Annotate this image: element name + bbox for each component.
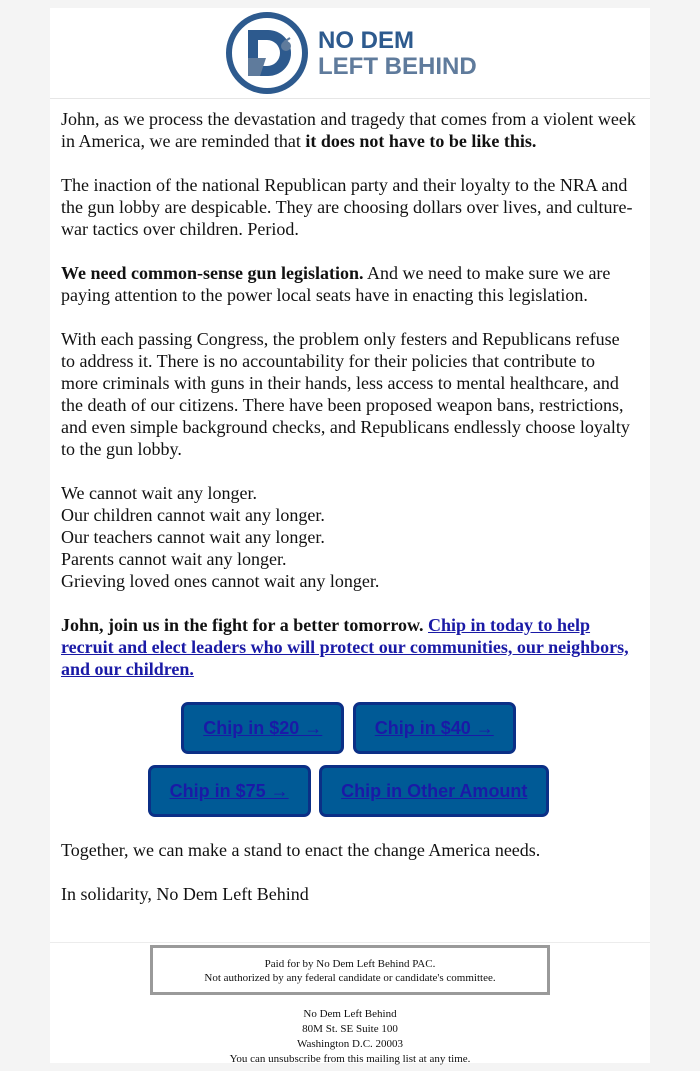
not-authorized-text: Not authorized by any federal candidate or candidate's committee. (204, 972, 496, 984)
wait-line: We cannot wait any longer. (61, 483, 257, 503)
wait-line: Our teachers cannot wait any longer. (61, 527, 325, 547)
paragraph-inaction: The inaction of the national Republican party and their loyalty to the NRA and the gun lobby are despicable. They are choosing dollars over lives, and culture-war tactics over children. Period. (61, 175, 633, 239)
mailing-address (50, 1007, 650, 1067)
chip-in-75-button[interactable]: Chip in $75 → (148, 765, 311, 817)
legislation-text: And we need to make sure we are paying attention to the power local seats have in enacting this legislation. (61, 263, 611, 305)
city-address: Washington D.C. 20003 (296, 1038, 404, 1050)
wait-line: Grieving loved ones cannot wait any longer. (61, 571, 380, 591)
logo[interactable] (226, 12, 486, 98)
paragraph-closing: Together, we can make a stand to enact the change America needs. (61, 840, 541, 860)
cta-emphasis: John, join us in the fight for a better tomorrow. (61, 615, 424, 635)
paragraph-cta (61, 614, 636, 680)
chip-in-other-amount-button[interactable]: Chip in Other Amount (319, 765, 549, 817)
legislation-emphasis: We need common-sense gun legislation. (61, 263, 364, 283)
wait-line: Our children cannot wait any longer. (61, 505, 325, 525)
wait-lines (61, 482, 636, 592)
donation-buttons-row-1 (61, 702, 636, 754)
chip-in-40-button[interactable]: Chip in $40 → (353, 702, 516, 754)
paragraph-legislation (61, 262, 636, 306)
org-name: No Dem Left Behind (303, 1008, 397, 1020)
email-card (50, 8, 650, 1063)
intro-text: John, as we process the devastation and tragedy that comes from a violent week in America, we are reminded that (61, 109, 636, 151)
chip-in-20-button[interactable]: Chip in $20 → (181, 702, 344, 754)
intro-emphasis: it does not have to be like this. (305, 131, 537, 151)
paid-for-text: Paid for by No Dem Left Behind PAC. (264, 958, 436, 970)
email-header (50, 8, 650, 99)
signoff: In solidarity, No Dem Left Behind (61, 884, 309, 904)
logo-line-2: LEFT BEHIND (318, 53, 477, 80)
paragraph-intro (61, 108, 636, 152)
email-body (61, 108, 636, 927)
wait-line: Parents cannot wait any longer. (61, 549, 287, 569)
email-background (8, 8, 692, 1063)
street-address: 80M St. SE Suite 100 (302, 1023, 398, 1035)
logo-d-icon (226, 12, 308, 94)
chip-in-link[interactable]: Chip in today to help recruit and elect leaders who will protect our communities, our neighbors, and our children. (61, 615, 629, 679)
paragraph-congress: With each passing Congress, the problem only festers and Republicans refuse to address it. There is no accountability for their policies that contribute to more criminals with guns in their hands, less access to mental healthcare, and the death of our citizens. There have been proposed weapon bans, restrictions, and even simple background checks, and Republicans endlessly choose loyalty to the gun lobby. (61, 329, 630, 459)
email-footer (50, 942, 650, 1064)
unsubscribe-text[interactable]: You can unsubscribe from this mailing list at any time. (229, 1053, 471, 1065)
donation-buttons-row-2 (61, 765, 636, 817)
paid-for-disclaimer (150, 945, 550, 995)
logo-wordmark (318, 28, 477, 80)
logo-line-1: NO DEM (318, 27, 414, 54)
